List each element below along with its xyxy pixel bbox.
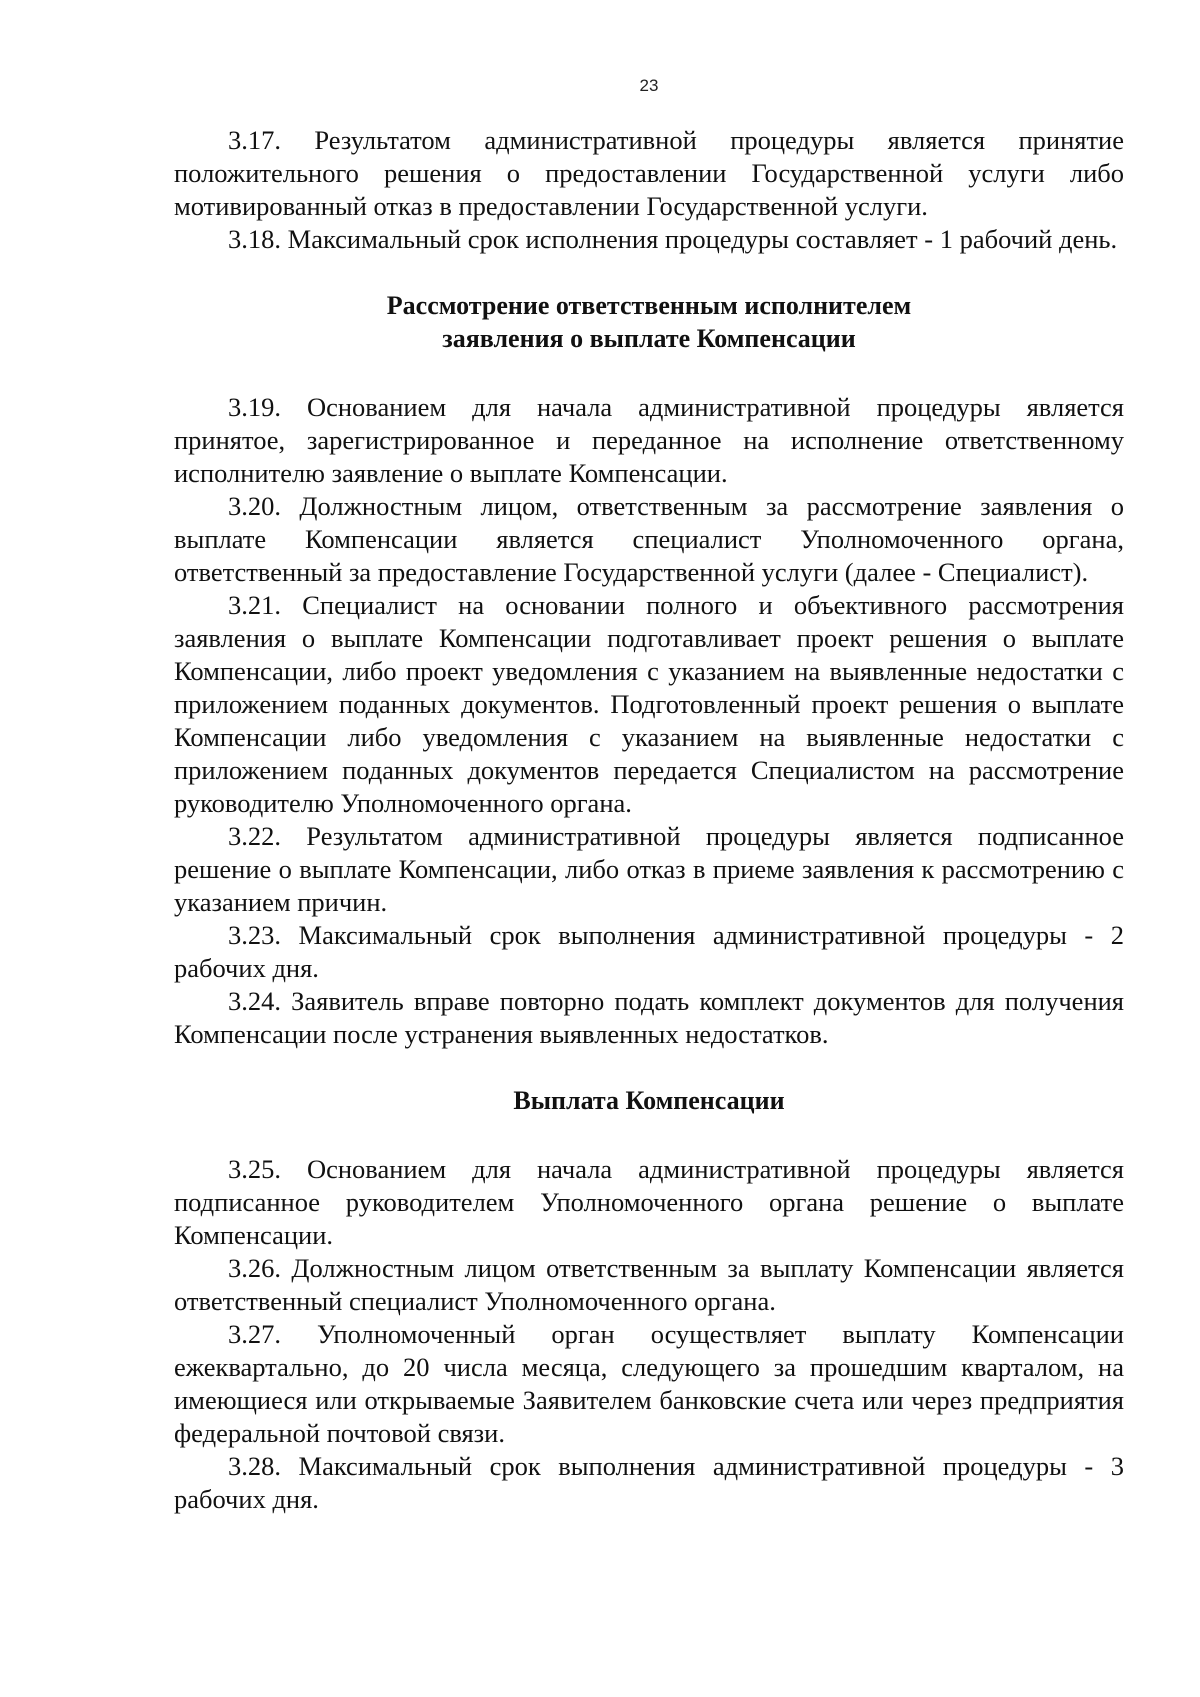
paragraph-3-19: 3.19. Основанием для начала административной процедуры является принятое, зарегистрированное и переданное на исполнение ответственному исполнителю заявление о выплате Компенсации. xyxy=(174,392,1124,488)
page-number: 23 xyxy=(639,76,659,95)
section-heading-review-line-1: Рассмотрение ответственным исполнителем xyxy=(386,291,912,320)
paragraph-3-23: 3.23. Максимальный срок выполнения административной процедуры - 2 рабочих дня. xyxy=(174,920,1124,983)
paragraph-3-27: 3.27. Уполномоченный орган осуществляет выплату Компенсации ежеквартально, до 20 числа месяца, следующего за прошедшим кварталом, на имеющиеся или открываемые Заявителем банковские счета или через предприятия федеральной почтовой связи. xyxy=(174,1319,1124,1448)
paragraph-3-25: 3.25. Основанием для начала административной процедуры является подписанное руководителем Уполномоченного органа решение о выплате Компенсации. xyxy=(174,1154,1124,1250)
paragraph-3-28: 3.28. Максимальный срок выполнения административной процедуры - 3 рабочих дня. xyxy=(174,1451,1124,1514)
paragraph-3-17: 3.17. Результатом административной процедуры является принятие положительного решения о предоставлении Государственной услуги либо мотивированный отказ в предоставлении Государственной услуги. xyxy=(174,125,1124,221)
paragraph-3-21: 3.21. Специалист на основании полного и объективного рассмотрения заявления о выплате Компенсации подготавливает проект решения о выплате Компенсации, либо проект уведомления с указанием на выявленные недостатки с приложением поданных документов. Подготовленный проект решения о выплате Компенсации либо уведомления с указанием на выявленные недостатки с приложением поданных документов передается Специалистом на рассмотрение руководителю Уполномоченного органа. xyxy=(174,590,1124,818)
section-heading-payment: Выплата Компенсации xyxy=(513,1086,785,1115)
section-heading-review-line-2: заявления о выплате Компенсации xyxy=(442,324,856,353)
paragraph-3-26: 3.26. Должностным лицом ответственным за выплату Компенсации является ответственный специалист Уполномоченного органа. xyxy=(174,1253,1124,1316)
paragraph-3-18: 3.18. Максимальный срок исполнения процедуры составляет - 1 рабочий день. xyxy=(228,224,1118,254)
document-body xyxy=(174,124,1124,1516)
paragraph-3-22: 3.22. Результатом административной процедуры является подписанное решение о выплате Компенсации, либо отказ в приеме заявления к рассмотрению с указанием причин. xyxy=(174,821,1124,917)
paragraph-3-24: 3.24. Заявитель вправе повторно подать комплект документов для получения Компенсации после устранения выявленных недостатков. xyxy=(174,986,1124,1049)
paragraph-3-20: 3.20. Должностным лицом, ответственным за рассмотрение заявления о выплате Компенсации является специалист Уполномоченного органа, ответственный за предоставление Государственной услуги (далее - Специалист). xyxy=(174,491,1124,587)
